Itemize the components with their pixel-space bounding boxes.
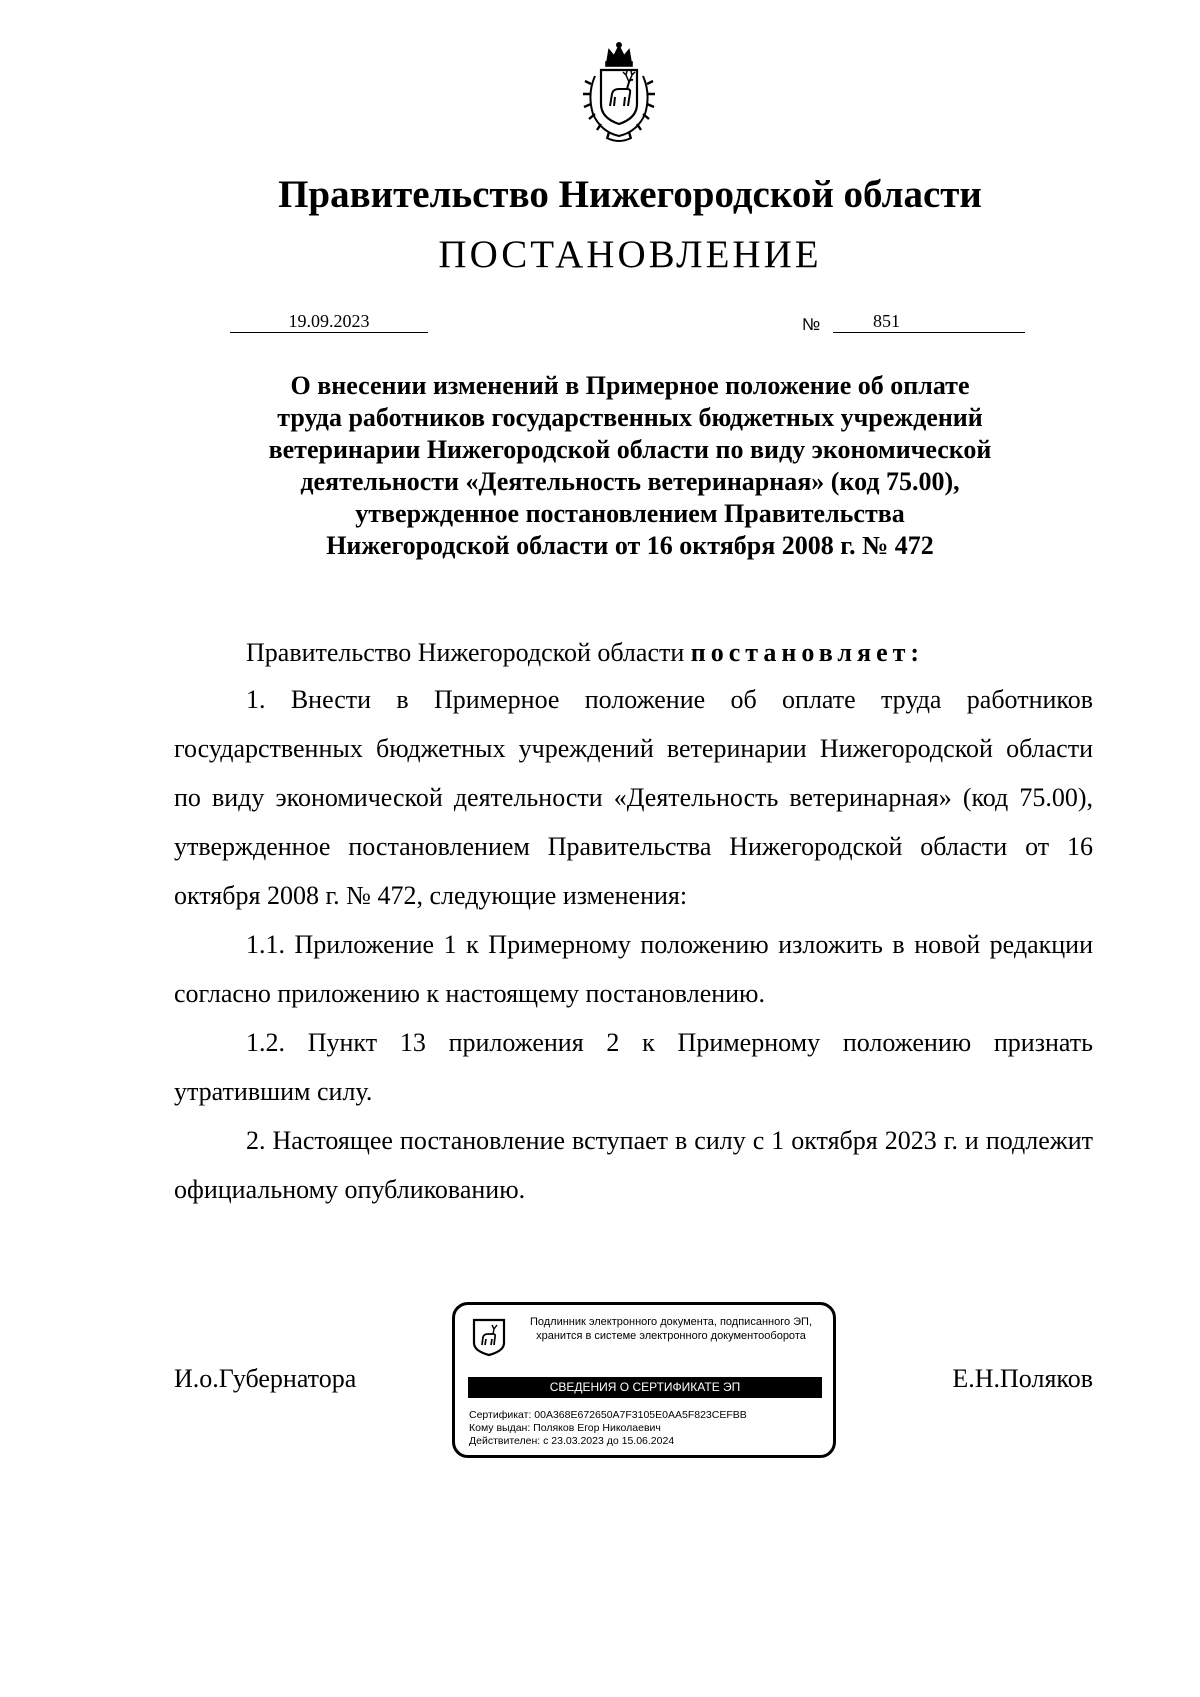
coat-of-arms-emblem	[577, 42, 661, 146]
paragraph-1-1: 1.1. Приложение 1 к Примерному положению изложить в новой редакции согласно приложению к настоящему постановлению.	[174, 930, 1093, 1008]
number-label: №	[802, 315, 821, 334]
certificate-validity: Действителен: с 23.03.2023 до 15.06.2024	[469, 1435, 675, 1447]
document-subject	[200, 370, 1060, 562]
decree-intro-lead: Правительство Нижегородской области	[246, 638, 685, 667]
subject-line: деятельности «Деятельность ветеринарная» (код 75.00),	[300, 467, 960, 496]
subject-line: труда работников государственных бюджетных учреждений	[277, 403, 983, 432]
stamp-note-line: Подлинник электронного документа, подписанного ЭП,	[529, 1316, 813, 1328]
region-emblem-icon	[471, 1317, 507, 1357]
decree-verb: постановляет:	[690, 638, 925, 667]
decree-intro	[174, 628, 1093, 677]
authority-title: Правительство Нижегородской области	[278, 173, 982, 216]
certificate-header: СВЕДЕНИЯ О СЕРТИФИКАТЕ ЭП	[468, 1377, 822, 1398]
subject-line: ветеринарии Нижегородской области по виду экономической	[268, 435, 992, 464]
subject-line: Нижегородской области от 16 октября 2008 г. № 472	[326, 531, 934, 560]
paragraph-1-2: 1.2. Пункт 13 приложения 2 к Примерному положению признать утратившим силу.	[174, 1028, 1093, 1106]
paragraph-2: 2. Настоящее постановление вступает в силу с 1 октября 2023 г. и подлежит официальному опубликованию.	[174, 1126, 1093, 1204]
paragraph-1: 1. Внести в Примерное положение об оплате труда работников государственных бюджетных учреждений ветеринарии Нижегородской области по виду экономической деятельности «Деятельность ветеринарная» (код 75.00), утвержденное постановлением Правительства Нижегородской области от 16 октября 2008 г. № 472, следующие изменения:	[174, 685, 1093, 910]
certificate-number: Сертификат: 00A368E672650A7F3105E0AA5F823CEFBB	[469, 1409, 747, 1421]
signatory-position: И.о.Губернатора	[174, 1364, 357, 1393]
certificate-details	[469, 1409, 747, 1448]
document-number: 851	[873, 311, 900, 331]
subject-line: О внесении изменений в Примерное положение об оплате	[290, 371, 970, 400]
document-type: ПОСТАНОВЛЕНИЕ	[438, 233, 822, 276]
subject-line: утвержденное постановлением Правительства	[355, 499, 905, 528]
document-body	[174, 628, 1093, 1214]
document-date: 19.09.2023	[230, 312, 428, 333]
electronic-signature-stamp	[452, 1302, 836, 1458]
stamp-note	[513, 1315, 829, 1343]
document-number-line	[833, 312, 1025, 333]
stamp-note-line: хранится в системе электронного документооборота	[536, 1330, 806, 1342]
certificate-owner: Кому выдан: Поляков Егор Николаевич	[469, 1422, 661, 1434]
signatory-name: Е.Н.Поляков	[952, 1364, 1093, 1393]
